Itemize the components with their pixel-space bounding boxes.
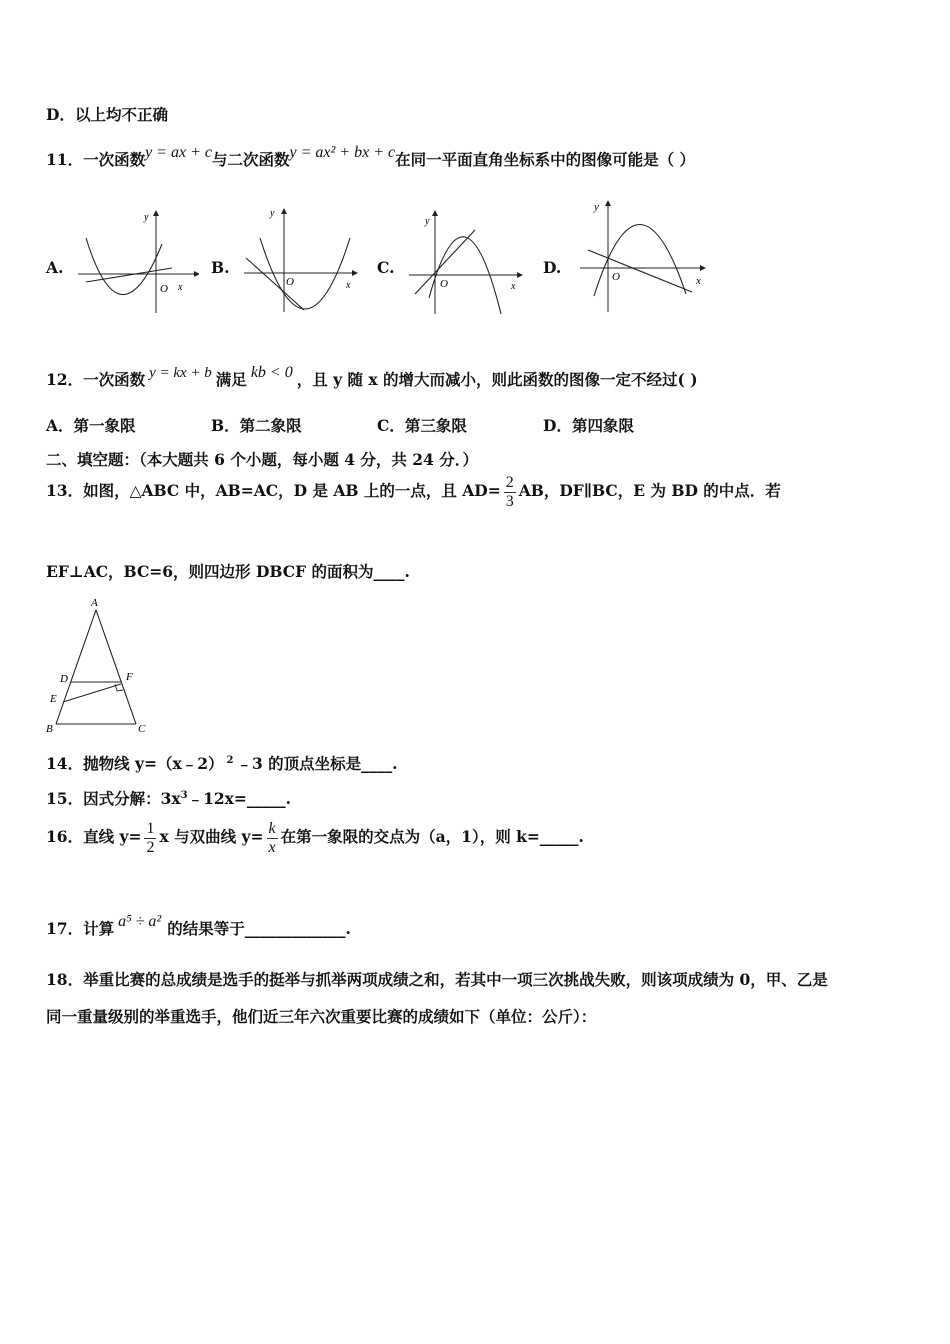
q11-formula-quadratic: y = ax² + bx + c <box>289 144 396 161</box>
q17-formula: a⁵ ÷ a² <box>118 913 162 930</box>
q16-frac2-den: x <box>268 838 276 856</box>
q12-prefix: 12．一次函数 <box>46 370 146 389</box>
q12-option-d: D．第四象限 <box>543 416 634 435</box>
q12-condition: kb < 0 <box>250 364 293 381</box>
q12-middle: 满足 <box>215 370 247 389</box>
q13-prefix: 13．如图，△ABC 中，AB=AC，D 是 AB 上的一点，且 AD= <box>46 481 501 501</box>
q16-fraction-half <box>144 820 156 856</box>
q11-option-a-label: A. <box>46 258 64 277</box>
q12-option-b: B．第二象限 <box>211 416 302 435</box>
q11-graph-a <box>74 208 199 316</box>
q15-text-post: ﹣12x=_____. <box>187 789 292 808</box>
q16-middle: x 与双曲线 y= <box>159 827 264 847</box>
q11-d-origin: O <box>612 271 620 283</box>
q16-suffix: 在第一象限的交点为（a，1），则 k=_____. <box>280 827 584 847</box>
q16-frac2-num: k <box>268 820 276 837</box>
q11-b-origin: O <box>286 276 294 288</box>
q17-stem <box>46 913 351 939</box>
q13-label-a: A <box>91 597 98 609</box>
q18-line1: 18．举重比赛的总成绩是选手的挺举与抓举两项成绩之和，若其中一项三次挑战失败，则该项成绩为 0，甲、乙是 <box>46 970 828 989</box>
q11-a-origin: O <box>160 283 168 295</box>
q11-b-axis-x: x <box>346 280 351 291</box>
q11-c-origin: O <box>440 278 448 290</box>
q13-frac-den: 3 <box>505 492 514 510</box>
q11-option-c-label: C. <box>377 258 395 277</box>
q11-d-axis-y: y <box>594 201 599 213</box>
q17-prefix: 17．计算 <box>46 919 115 938</box>
q13-label-b: B <box>46 723 53 735</box>
q11-d-axis-x: x <box>696 275 701 287</box>
q12-option-a: A．第一象限 <box>46 416 136 435</box>
q11-graph-d <box>576 194 708 316</box>
q13-triangle-figure <box>44 594 154 738</box>
q11-option-b-label: B. <box>211 258 230 277</box>
q12-option-c: C．第三象限 <box>377 416 467 435</box>
q11-graph-c <box>405 208 530 316</box>
q14-text-pre: 14．抛物线 y=（x﹣2） <box>46 754 224 773</box>
q18-line2: 同一重量级别的举重选手，他们近三年六次重要比赛的成绩如下（单位：公斤）： <box>46 1007 597 1026</box>
q13-label-f: F <box>126 671 133 683</box>
q13-suffix: AB，DF∥BC，E 为 BD 的中点．若 <box>518 481 781 501</box>
q15-exponent: 3 <box>180 789 188 801</box>
q11-middle: 与二次函数 <box>211 150 290 169</box>
q12-suffix: ，且 y 随 x 的增大而减小，则此函数的图像一定不经过( ) <box>296 370 698 389</box>
q13-fraction <box>504 474 516 510</box>
q16-stem <box>46 820 584 856</box>
q13-label-c: C <box>138 723 146 735</box>
q13-label-e: E <box>50 693 57 705</box>
q11-stem <box>46 144 695 170</box>
q14-stem <box>46 752 398 774</box>
q11-suffix: 在同一平面直角坐标系中的图像可能是（ ） <box>395 150 695 169</box>
section-fill-in-title: 二、填空题：（本大题共 6 个小题，每小题 4 分，共 24 分．） <box>46 450 479 469</box>
q11-c-axis-x: x <box>511 281 516 292</box>
q16-frac1-num: 1 <box>146 820 155 837</box>
q14-text-post: ﹣3 的顶点坐标是____. <box>236 754 398 773</box>
q16-frac1-den: 2 <box>146 838 155 856</box>
q15-stem <box>46 787 291 809</box>
q16-fraction-k-over-x <box>267 820 278 856</box>
q13-label-d: D <box>60 673 68 685</box>
q11-a-axis-x: x <box>178 282 183 293</box>
q13-stem <box>46 474 781 510</box>
q11-option-d-label: D. <box>543 258 562 277</box>
q11-a-axis-y: y <box>144 212 149 223</box>
q12-formula-linear: y = kx + b <box>149 365 212 381</box>
q11-prefix: 11．一次函数 <box>46 150 146 169</box>
q11-formula-linear: y = ax + c <box>145 144 212 161</box>
q11-graph-b <box>240 204 365 316</box>
q11-b-axis-y: y <box>270 208 275 219</box>
q13-frac-num: 2 <box>505 474 514 491</box>
q13-line2: EF⊥AC，BC=6，则四边形 DBCF 的面积为____. <box>46 562 410 581</box>
q15-text-pre: 15．因式分解：3x <box>46 789 181 808</box>
q11-c-axis-y: y <box>425 216 430 227</box>
q14-exponent: 2 <box>226 754 234 766</box>
q17-suffix: 的结果等于_____________. <box>167 919 351 938</box>
q12-stem <box>46 364 698 390</box>
q10-option-d: D．以上均不正确 <box>46 105 168 124</box>
q16-prefix: 16．直线 y= <box>46 827 142 847</box>
